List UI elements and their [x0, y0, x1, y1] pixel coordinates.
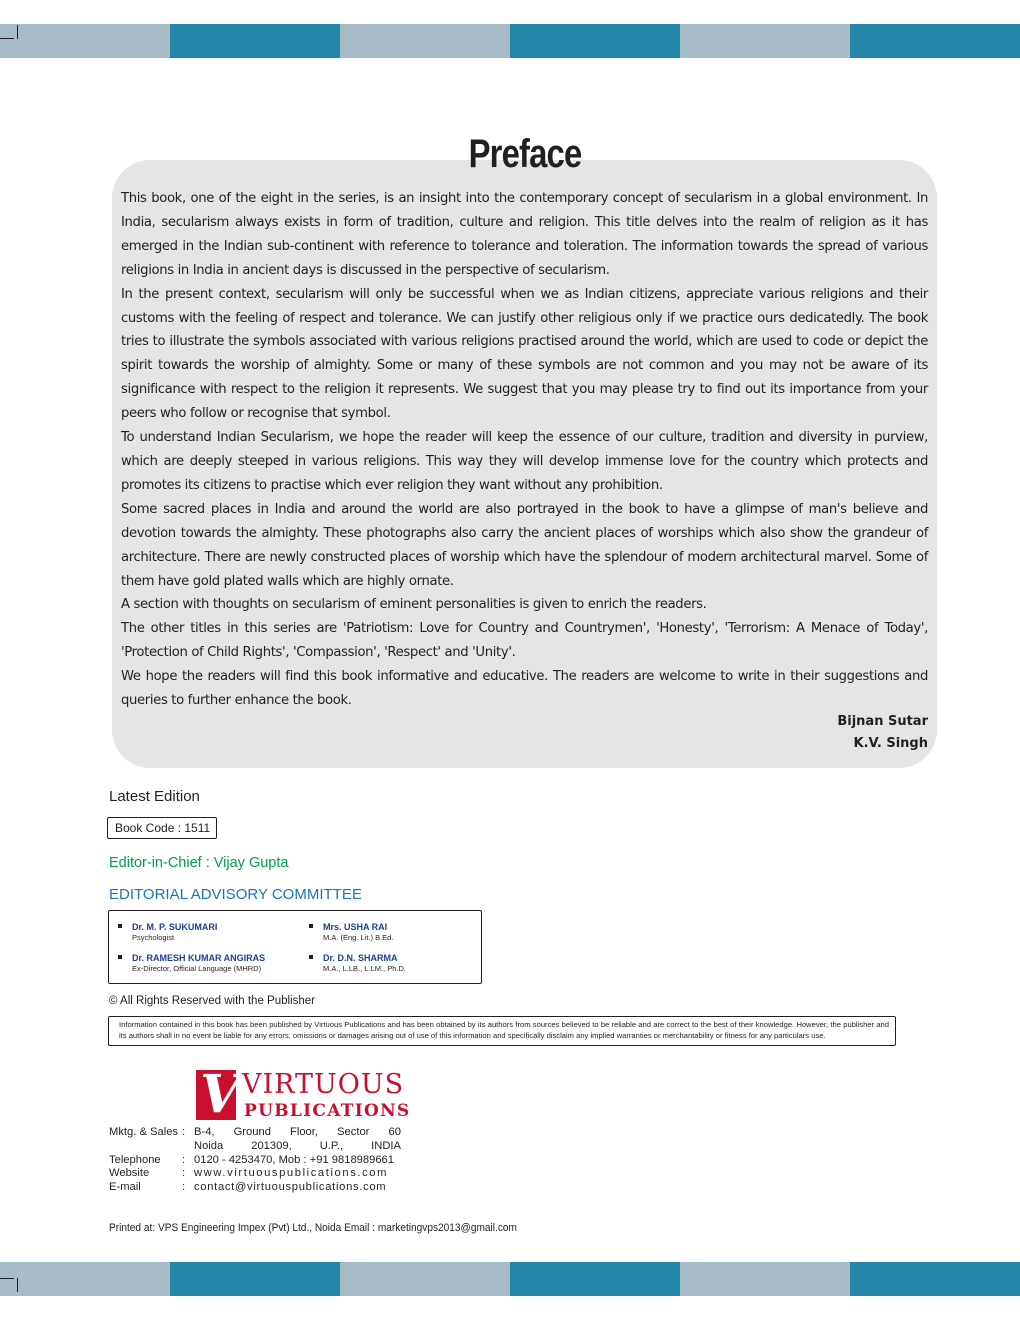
band-segment	[340, 24, 510, 58]
band-segment	[680, 1262, 850, 1296]
email-row: E-mail : contact@virtuouspublications.com	[109, 1181, 401, 1195]
address-line-2	[194, 1140, 401, 1154]
preface-paragraph: In the present context, secularism will only be successful when we as Indian citizens, appreciate various religions and their customs with the feeling of respect and tolerance. We can justify other religious only if we practice ours dedicatedly. The book tries to illustrate the symbols associated with various religions practised around the world, which are used to code or depict the spirit towards the worship of almighty. Some or many of these symbols are not common and you may not be aware of its significance with respect to the religion it represents. We suggest that you may please try to find out its importance from your peers who follow or recognise that symbol.	[121, 286, 928, 422]
preface-paragraph: Some sacred places in India and around the world are also portrayed in the book to have a glimpse of man's believe and devotion towards the almighty. These photographs also carry the ancient places of worships which also show the grandeur of architecture. There are newly constructed places of worship which have the splendour of modern architectural marvel. Some of them have gold plated walls which are highly ornate.	[121, 501, 928, 589]
band-segment	[340, 1262, 510, 1296]
band-segment	[850, 1262, 1020, 1296]
address-word: 60	[388, 1126, 401, 1138]
address-word: INDIA	[371, 1139, 401, 1152]
top-color-band	[0, 24, 1020, 58]
address-word: 201309,	[251, 1139, 292, 1152]
advisory-committee-box	[108, 910, 482, 984]
address-word: Floor,	[290, 1126, 318, 1138]
address-line-1	[194, 1126, 401, 1140]
member-desc: Ex-Director, Official Language (MHRD)	[132, 964, 262, 973]
committee-member	[323, 953, 406, 973]
band-segment	[680, 24, 850, 58]
mktg-label: Mktg. & Sales	[109, 1126, 179, 1138]
member-name: Dr. D.N. SHARMA	[323, 953, 398, 963]
page-title: Preface	[468, 132, 582, 176]
band-segment	[0, 24, 170, 58]
publisher-logo	[196, 1064, 411, 1125]
bottom-color-band	[0, 1262, 1020, 1296]
address-word: B-4,	[194, 1126, 215, 1138]
telephone-label: Telephone	[109, 1153, 161, 1166]
author-name: Bijnan Sutar	[837, 714, 928, 729]
member-name: Dr. M. P. SUKUMARI	[132, 922, 218, 932]
bullet-icon	[118, 955, 122, 959]
contact-block	[109, 1126, 401, 1195]
logo-letter: V	[200, 1064, 241, 1125]
address-row	[109, 1140, 401, 1154]
address-word: U.P.,	[319, 1139, 344, 1152]
website-link[interactable]: www.virtuouspublications.com	[194, 1167, 389, 1180]
disclaimer-box: Information contained in this book has been published by Virtuous Publications and has been obtained by its authors from sources believed to be reliable and are correct to the best of their knowledge. However, the publisher and its authors shall in no event be liable for any errors, omissions or damages arising out of use of this information and specifically disclaim any implied warranties or merchantability or fitness for any particulars use.	[108, 1016, 896, 1046]
preface-paragraph: A section with thoughts on secularism of eminent personalities is given to enrich the readers.	[121, 597, 707, 613]
preface-paragraph: We hope the readers will find this book informative and educative. The readers are welcome to write in their suggestions and queries to further enhance the book.	[121, 669, 928, 709]
member-desc: M.A. (Eng. Lit.) B.Ed.	[323, 933, 394, 942]
committee-member	[323, 922, 393, 942]
telephone-value: 0120 - 4253470, Mob : +91 9818989661	[194, 1153, 394, 1166]
telephone-row: Telephone : 0120 - 4253470, Mob : +91 9818989661	[109, 1154, 401, 1168]
bullet-icon	[309, 955, 313, 959]
band-segment	[170, 1262, 340, 1296]
band-segment	[170, 24, 340, 58]
committee-heading: EDITORIAL ADVISORY COMMITTEE	[109, 886, 362, 903]
member-name: Dr. RAMESH KUMAR ANGIRAS	[132, 953, 266, 963]
email-link[interactable]: contact@virtuouspublications.com	[194, 1181, 387, 1194]
preface-paragraph: To understand Indian Secularism, we hope the reader will keep the essence of our culture, tradition and diversity in purview, which are deeply steeped in various religions. This way they will develop immense love for the country which protects and promotes its citizens to practise which ever religion they want without any prohibition.	[121, 430, 928, 493]
rights-statement: © All Rights Reserved with the Publisher	[109, 995, 315, 1007]
bullet-icon	[118, 924, 122, 928]
logo-mark	[196, 1064, 241, 1125]
address-word: Ground	[233, 1126, 271, 1138]
book-code-box: Book Code : 1511	[107, 817, 217, 839]
author-name: K.V. Singh	[853, 736, 928, 751]
band-segment	[510, 24, 680, 58]
email-label: E-mail	[109, 1181, 141, 1194]
bullet-icon	[309, 924, 313, 928]
crop-mark	[0, 1276, 22, 1292]
address-row: Mktg. & Sales : B-4, Ground Floor, Sector 60	[109, 1126, 401, 1138]
logo-word-virtuous: VIRTUOUS	[242, 1069, 405, 1100]
preface-paragraph: The other titles in this series are 'Patriotism: Love for Country and Countrymen', 'Honesty', 'Terrorism: A Menace of Today', 'Protection of Child Rights', 'Compassion', 'Respect' and 'Unity'.	[121, 621, 928, 661]
band-segment	[0, 1262, 170, 1296]
preface-body	[121, 187, 928, 713]
band-segment	[850, 24, 1020, 58]
edition-label: Latest Edition	[109, 788, 200, 805]
address-word: Sector	[337, 1126, 370, 1138]
website-row: Website : www.virtuouspublications.com	[109, 1167, 401, 1181]
website-label: Website	[109, 1167, 150, 1180]
preface-paragraph: This book, one of the eight in the series, is an insight into the contemporary concept of secularism in a global environment. In India, secularism always exists in form of tradition, culture and religion. This title delves into the realm of religion as it has emerged in the Indian sub-continent with reference to tolerance and toleration. The information towards the spread of various religions in India in ancient days is discussed in the perspective of secularism.	[121, 191, 928, 278]
address-word: Noida	[194, 1139, 224, 1152]
logo-word-publications: PUBLICATIONS	[244, 1101, 411, 1121]
committee-member	[132, 953, 265, 973]
crop-mark	[0, 25, 22, 41]
committee-member	[132, 922, 217, 942]
band-segment	[510, 1262, 680, 1296]
editor-in-chief: Editor-in-Chief : Vijay Gupta	[109, 855, 289, 871]
member-desc: M.A., L.LB., L.LM., Ph.D.	[323, 964, 406, 973]
printed-at: Printed at: VPS Engineering Impex (Pvt) Ltd., Noida Email : marketingvps2013@gmail.com	[109, 1222, 517, 1234]
member-name: Mrs. USHA RAI	[323, 922, 388, 932]
member-desc: Psychologist	[132, 933, 175, 942]
